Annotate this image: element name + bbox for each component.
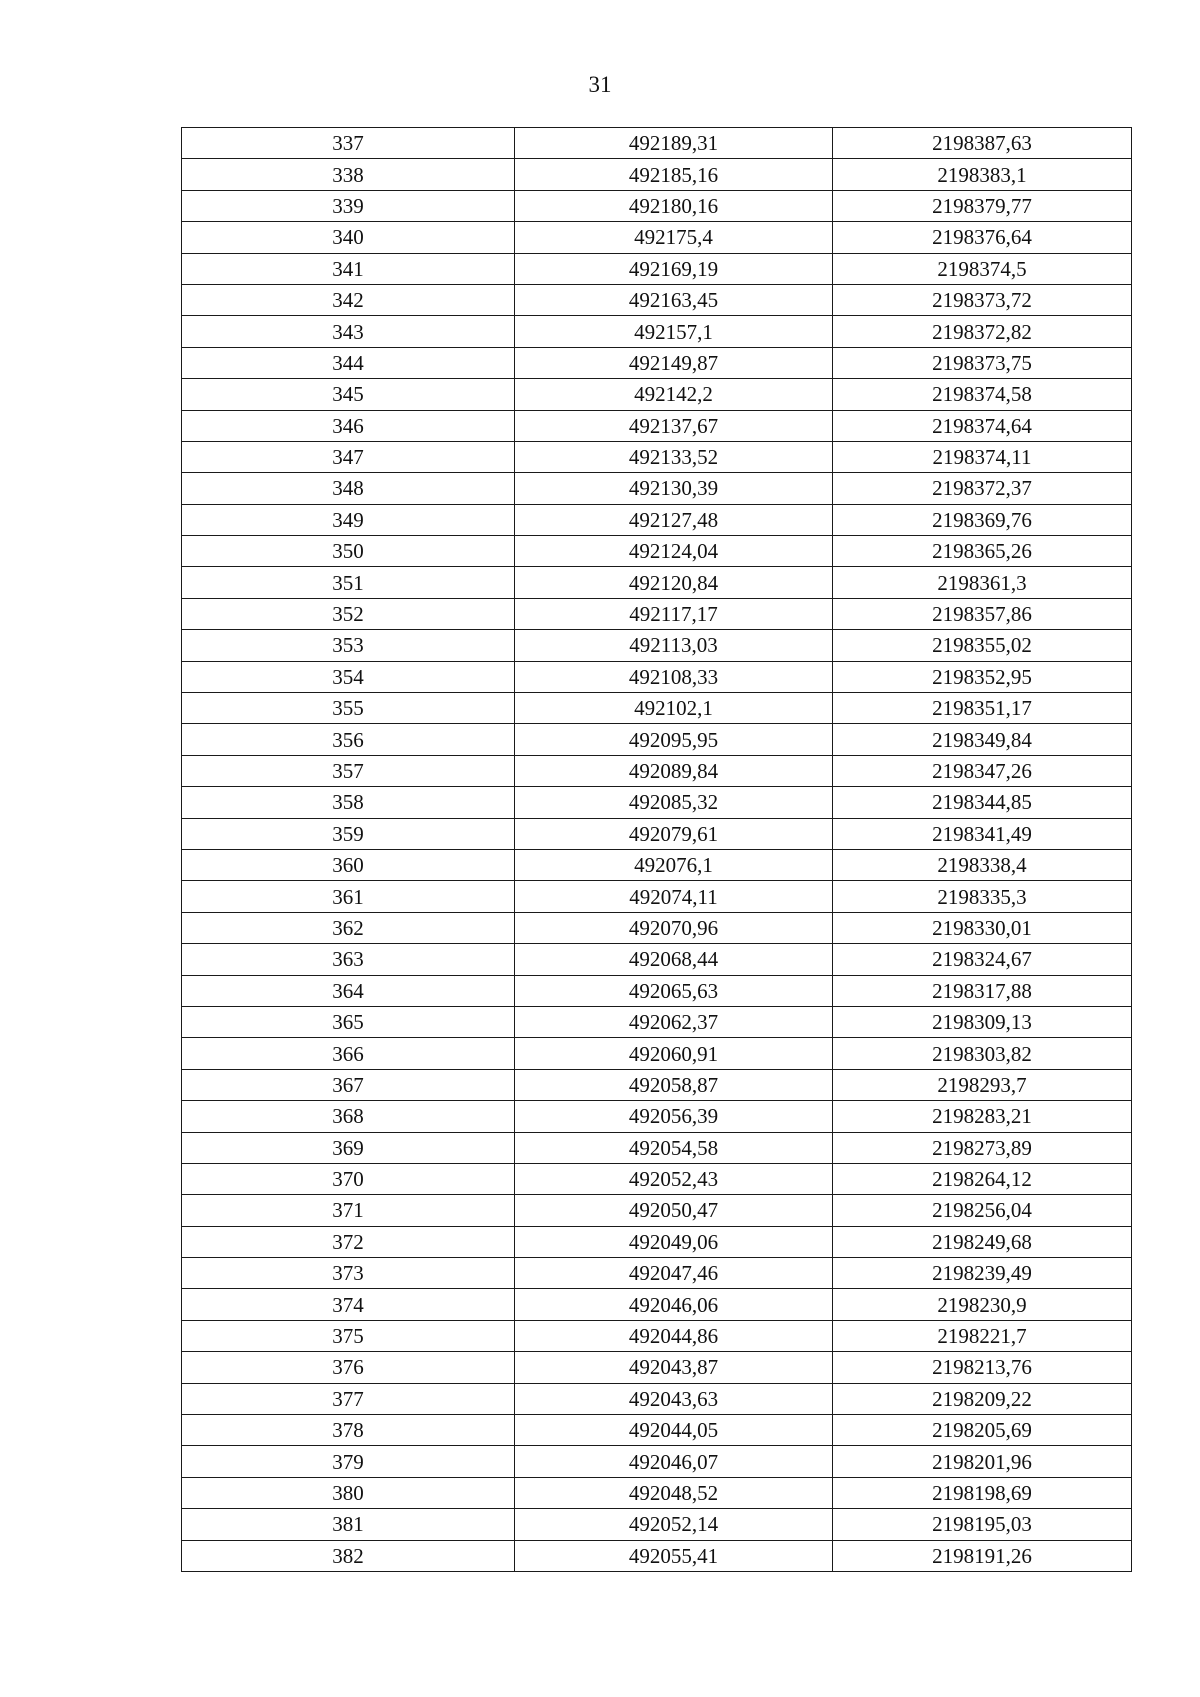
table-row bbox=[182, 787, 1132, 818]
point-number-cell: 338 bbox=[182, 159, 515, 190]
table-row bbox=[182, 1101, 1132, 1132]
x-coordinate-cell: 492056,39 bbox=[515, 1101, 833, 1132]
table-row bbox=[182, 1038, 1132, 1069]
table-row bbox=[182, 1289, 1132, 1320]
x-coordinate-cell: 492054,58 bbox=[515, 1132, 833, 1163]
point-number-cell: 361 bbox=[182, 881, 515, 912]
table-row bbox=[182, 567, 1132, 598]
x-coordinate-cell: 492130,39 bbox=[515, 473, 833, 504]
x-coordinate-cell: 492102,1 bbox=[515, 693, 833, 724]
table-row bbox=[182, 190, 1132, 221]
point-number-cell: 381 bbox=[182, 1509, 515, 1540]
y-coordinate-cell: 2198376,64 bbox=[833, 222, 1132, 253]
point-number-cell: 341 bbox=[182, 253, 515, 284]
point-number-cell: 351 bbox=[182, 567, 515, 598]
point-number-cell: 343 bbox=[182, 316, 515, 347]
point-number-cell: 346 bbox=[182, 410, 515, 441]
x-coordinate-cell: 492108,33 bbox=[515, 661, 833, 692]
x-coordinate-cell: 492157,1 bbox=[515, 316, 833, 347]
y-coordinate-cell: 2198309,13 bbox=[833, 1006, 1132, 1037]
y-coordinate-cell: 2198372,37 bbox=[833, 473, 1132, 504]
y-coordinate-cell: 2198198,69 bbox=[833, 1477, 1132, 1508]
y-coordinate-cell: 2198335,3 bbox=[833, 881, 1132, 912]
point-number-cell: 366 bbox=[182, 1038, 515, 1069]
table-row bbox=[182, 1195, 1132, 1226]
x-coordinate-cell: 492048,52 bbox=[515, 1477, 833, 1508]
y-coordinate-cell: 2198330,01 bbox=[833, 912, 1132, 943]
table-row bbox=[182, 1540, 1132, 1571]
point-number-cell: 357 bbox=[182, 755, 515, 786]
point-number-cell: 370 bbox=[182, 1163, 515, 1194]
point-number-cell: 376 bbox=[182, 1352, 515, 1383]
point-number-cell: 339 bbox=[182, 190, 515, 221]
table-row bbox=[182, 818, 1132, 849]
table-row bbox=[182, 630, 1132, 661]
y-coordinate-cell: 2198374,11 bbox=[833, 441, 1132, 472]
x-coordinate-cell: 492044,05 bbox=[515, 1415, 833, 1446]
x-coordinate-cell: 492060,91 bbox=[515, 1038, 833, 1069]
x-coordinate-cell: 492046,06 bbox=[515, 1289, 833, 1320]
point-number-cell: 377 bbox=[182, 1383, 515, 1414]
point-number-cell: 365 bbox=[182, 1006, 515, 1037]
point-number-cell: 371 bbox=[182, 1195, 515, 1226]
y-coordinate-cell: 2198191,26 bbox=[833, 1540, 1132, 1571]
x-coordinate-cell: 492133,52 bbox=[515, 441, 833, 472]
point-number-cell: 372 bbox=[182, 1226, 515, 1257]
point-number-cell: 367 bbox=[182, 1069, 515, 1100]
y-coordinate-cell: 2198372,82 bbox=[833, 316, 1132, 347]
y-coordinate-cell: 2198373,75 bbox=[833, 347, 1132, 378]
table-row bbox=[182, 379, 1132, 410]
table-row bbox=[182, 598, 1132, 629]
y-coordinate-cell: 2198361,3 bbox=[833, 567, 1132, 598]
y-coordinate-cell: 2198357,86 bbox=[833, 598, 1132, 629]
point-number-cell: 347 bbox=[182, 441, 515, 472]
x-coordinate-cell: 492079,61 bbox=[515, 818, 833, 849]
x-coordinate-cell: 492142,2 bbox=[515, 379, 833, 410]
x-coordinate-cell: 492117,17 bbox=[515, 598, 833, 629]
x-coordinate-cell: 492095,95 bbox=[515, 724, 833, 755]
table-row bbox=[182, 693, 1132, 724]
coordinates-table bbox=[181, 127, 1132, 1572]
x-coordinate-cell: 492074,11 bbox=[515, 881, 833, 912]
point-number-cell: 373 bbox=[182, 1258, 515, 1289]
table-row bbox=[182, 975, 1132, 1006]
x-coordinate-cell: 492052,14 bbox=[515, 1509, 833, 1540]
y-coordinate-cell: 2198374,58 bbox=[833, 379, 1132, 410]
point-number-cell: 363 bbox=[182, 944, 515, 975]
x-coordinate-cell: 492043,63 bbox=[515, 1383, 833, 1414]
y-coordinate-cell: 2198256,04 bbox=[833, 1195, 1132, 1226]
y-coordinate-cell: 2198273,89 bbox=[833, 1132, 1132, 1163]
table-row bbox=[182, 944, 1132, 975]
y-coordinate-cell: 2198201,96 bbox=[833, 1446, 1132, 1477]
table-row bbox=[182, 912, 1132, 943]
y-coordinate-cell: 2198383,1 bbox=[833, 159, 1132, 190]
table-row bbox=[182, 1477, 1132, 1508]
x-coordinate-cell: 492068,44 bbox=[515, 944, 833, 975]
table-row bbox=[182, 1006, 1132, 1037]
table-row bbox=[182, 159, 1132, 190]
table-row bbox=[182, 284, 1132, 315]
x-coordinate-cell: 492065,63 bbox=[515, 975, 833, 1006]
y-coordinate-cell: 2198264,12 bbox=[833, 1163, 1132, 1194]
point-number-cell: 362 bbox=[182, 912, 515, 943]
y-coordinate-cell: 2198338,4 bbox=[833, 849, 1132, 880]
point-number-cell: 340 bbox=[182, 222, 515, 253]
x-coordinate-cell: 492149,87 bbox=[515, 347, 833, 378]
point-number-cell: 337 bbox=[182, 128, 515, 159]
x-coordinate-cell: 492044,86 bbox=[515, 1320, 833, 1351]
point-number-cell: 359 bbox=[182, 818, 515, 849]
table-row bbox=[182, 849, 1132, 880]
table-row bbox=[182, 1415, 1132, 1446]
y-coordinate-cell: 2198387,63 bbox=[833, 128, 1132, 159]
table-row bbox=[182, 881, 1132, 912]
point-number-cell: 368 bbox=[182, 1101, 515, 1132]
table-row bbox=[182, 222, 1132, 253]
table-body bbox=[182, 128, 1132, 1572]
x-coordinate-cell: 492062,37 bbox=[515, 1006, 833, 1037]
x-coordinate-cell: 492085,32 bbox=[515, 787, 833, 818]
x-coordinate-cell: 492169,19 bbox=[515, 253, 833, 284]
table-row bbox=[182, 1320, 1132, 1351]
point-number-cell: 355 bbox=[182, 693, 515, 724]
table-row bbox=[182, 1163, 1132, 1194]
y-coordinate-cell: 2198324,67 bbox=[833, 944, 1132, 975]
point-number-cell: 379 bbox=[182, 1446, 515, 1477]
x-coordinate-cell: 492076,1 bbox=[515, 849, 833, 880]
y-coordinate-cell: 2198209,22 bbox=[833, 1383, 1132, 1414]
y-coordinate-cell: 2198293,7 bbox=[833, 1069, 1132, 1100]
x-coordinate-cell: 492046,07 bbox=[515, 1446, 833, 1477]
y-coordinate-cell: 2198374,64 bbox=[833, 410, 1132, 441]
x-coordinate-cell: 492113,03 bbox=[515, 630, 833, 661]
x-coordinate-cell: 492058,87 bbox=[515, 1069, 833, 1100]
y-coordinate-cell: 2198239,49 bbox=[833, 1258, 1132, 1289]
table-row bbox=[182, 410, 1132, 441]
y-coordinate-cell: 2198347,26 bbox=[833, 755, 1132, 786]
table-row bbox=[182, 1383, 1132, 1414]
point-number-cell: 350 bbox=[182, 536, 515, 567]
point-number-cell: 353 bbox=[182, 630, 515, 661]
y-coordinate-cell: 2198213,76 bbox=[833, 1352, 1132, 1383]
point-number-cell: 380 bbox=[182, 1477, 515, 1508]
y-coordinate-cell: 2198355,02 bbox=[833, 630, 1132, 661]
point-number-cell: 369 bbox=[182, 1132, 515, 1163]
x-coordinate-cell: 492189,31 bbox=[515, 128, 833, 159]
table-row bbox=[182, 661, 1132, 692]
table-row bbox=[182, 1226, 1132, 1257]
y-coordinate-cell: 2198195,03 bbox=[833, 1509, 1132, 1540]
x-coordinate-cell: 492052,43 bbox=[515, 1163, 833, 1194]
table-row bbox=[182, 253, 1132, 284]
point-number-cell: 374 bbox=[182, 1289, 515, 1320]
table-row bbox=[182, 128, 1132, 159]
point-number-cell: 382 bbox=[182, 1540, 515, 1571]
y-coordinate-cell: 2198341,49 bbox=[833, 818, 1132, 849]
y-coordinate-cell: 2198317,88 bbox=[833, 975, 1132, 1006]
y-coordinate-cell: 2198379,77 bbox=[833, 190, 1132, 221]
x-coordinate-cell: 492124,04 bbox=[515, 536, 833, 567]
table-row bbox=[182, 755, 1132, 786]
table-row bbox=[182, 1352, 1132, 1383]
table-row bbox=[182, 1132, 1132, 1163]
x-coordinate-cell: 492049,06 bbox=[515, 1226, 833, 1257]
x-coordinate-cell: 492175,4 bbox=[515, 222, 833, 253]
point-number-cell: 352 bbox=[182, 598, 515, 629]
y-coordinate-cell: 2198369,76 bbox=[833, 504, 1132, 535]
y-coordinate-cell: 2198221,7 bbox=[833, 1320, 1132, 1351]
page-number: 31 bbox=[588, 72, 612, 97]
table-row bbox=[182, 1446, 1132, 1477]
point-number-cell: 364 bbox=[182, 975, 515, 1006]
table-row bbox=[182, 1509, 1132, 1540]
y-coordinate-cell: 2198283,21 bbox=[833, 1101, 1132, 1132]
point-number-cell: 342 bbox=[182, 284, 515, 315]
point-number-cell: 356 bbox=[182, 724, 515, 755]
x-coordinate-cell: 492043,87 bbox=[515, 1352, 833, 1383]
point-number-cell: 360 bbox=[182, 849, 515, 880]
y-coordinate-cell: 2198365,26 bbox=[833, 536, 1132, 567]
x-coordinate-cell: 492047,46 bbox=[515, 1258, 833, 1289]
x-coordinate-cell: 492185,16 bbox=[515, 159, 833, 190]
table-row bbox=[182, 441, 1132, 472]
table-row bbox=[182, 473, 1132, 504]
x-coordinate-cell: 492089,84 bbox=[515, 755, 833, 786]
x-coordinate-cell: 492180,16 bbox=[515, 190, 833, 221]
y-coordinate-cell: 2198303,82 bbox=[833, 1038, 1132, 1069]
point-number-cell: 375 bbox=[182, 1320, 515, 1351]
point-number-cell: 349 bbox=[182, 504, 515, 535]
y-coordinate-cell: 2198205,69 bbox=[833, 1415, 1132, 1446]
x-coordinate-cell: 492050,47 bbox=[515, 1195, 833, 1226]
x-coordinate-cell: 492070,96 bbox=[515, 912, 833, 943]
y-coordinate-cell: 2198373,72 bbox=[833, 284, 1132, 315]
point-number-cell: 358 bbox=[182, 787, 515, 818]
table-row bbox=[182, 316, 1132, 347]
point-number-cell: 344 bbox=[182, 347, 515, 378]
table-row bbox=[182, 1258, 1132, 1289]
point-number-cell: 354 bbox=[182, 661, 515, 692]
point-number-cell: 345 bbox=[182, 379, 515, 410]
x-coordinate-cell: 492055,41 bbox=[515, 1540, 833, 1571]
y-coordinate-cell: 2198374,5 bbox=[833, 253, 1132, 284]
x-coordinate-cell: 492127,48 bbox=[515, 504, 833, 535]
point-number-cell: 378 bbox=[182, 1415, 515, 1446]
table-row bbox=[182, 724, 1132, 755]
y-coordinate-cell: 2198352,95 bbox=[833, 661, 1132, 692]
y-coordinate-cell: 2198349,84 bbox=[833, 724, 1132, 755]
table-row bbox=[182, 504, 1132, 535]
table-row bbox=[182, 1069, 1132, 1100]
table-row bbox=[182, 536, 1132, 567]
point-number-cell: 348 bbox=[182, 473, 515, 504]
x-coordinate-cell: 492137,67 bbox=[515, 410, 833, 441]
y-coordinate-cell: 2198344,85 bbox=[833, 787, 1132, 818]
table-row bbox=[182, 347, 1132, 378]
x-coordinate-cell: 492163,45 bbox=[515, 284, 833, 315]
y-coordinate-cell: 2198230,9 bbox=[833, 1289, 1132, 1320]
y-coordinate-cell: 2198249,68 bbox=[833, 1226, 1132, 1257]
x-coordinate-cell: 492120,84 bbox=[515, 567, 833, 598]
y-coordinate-cell: 2198351,17 bbox=[833, 693, 1132, 724]
